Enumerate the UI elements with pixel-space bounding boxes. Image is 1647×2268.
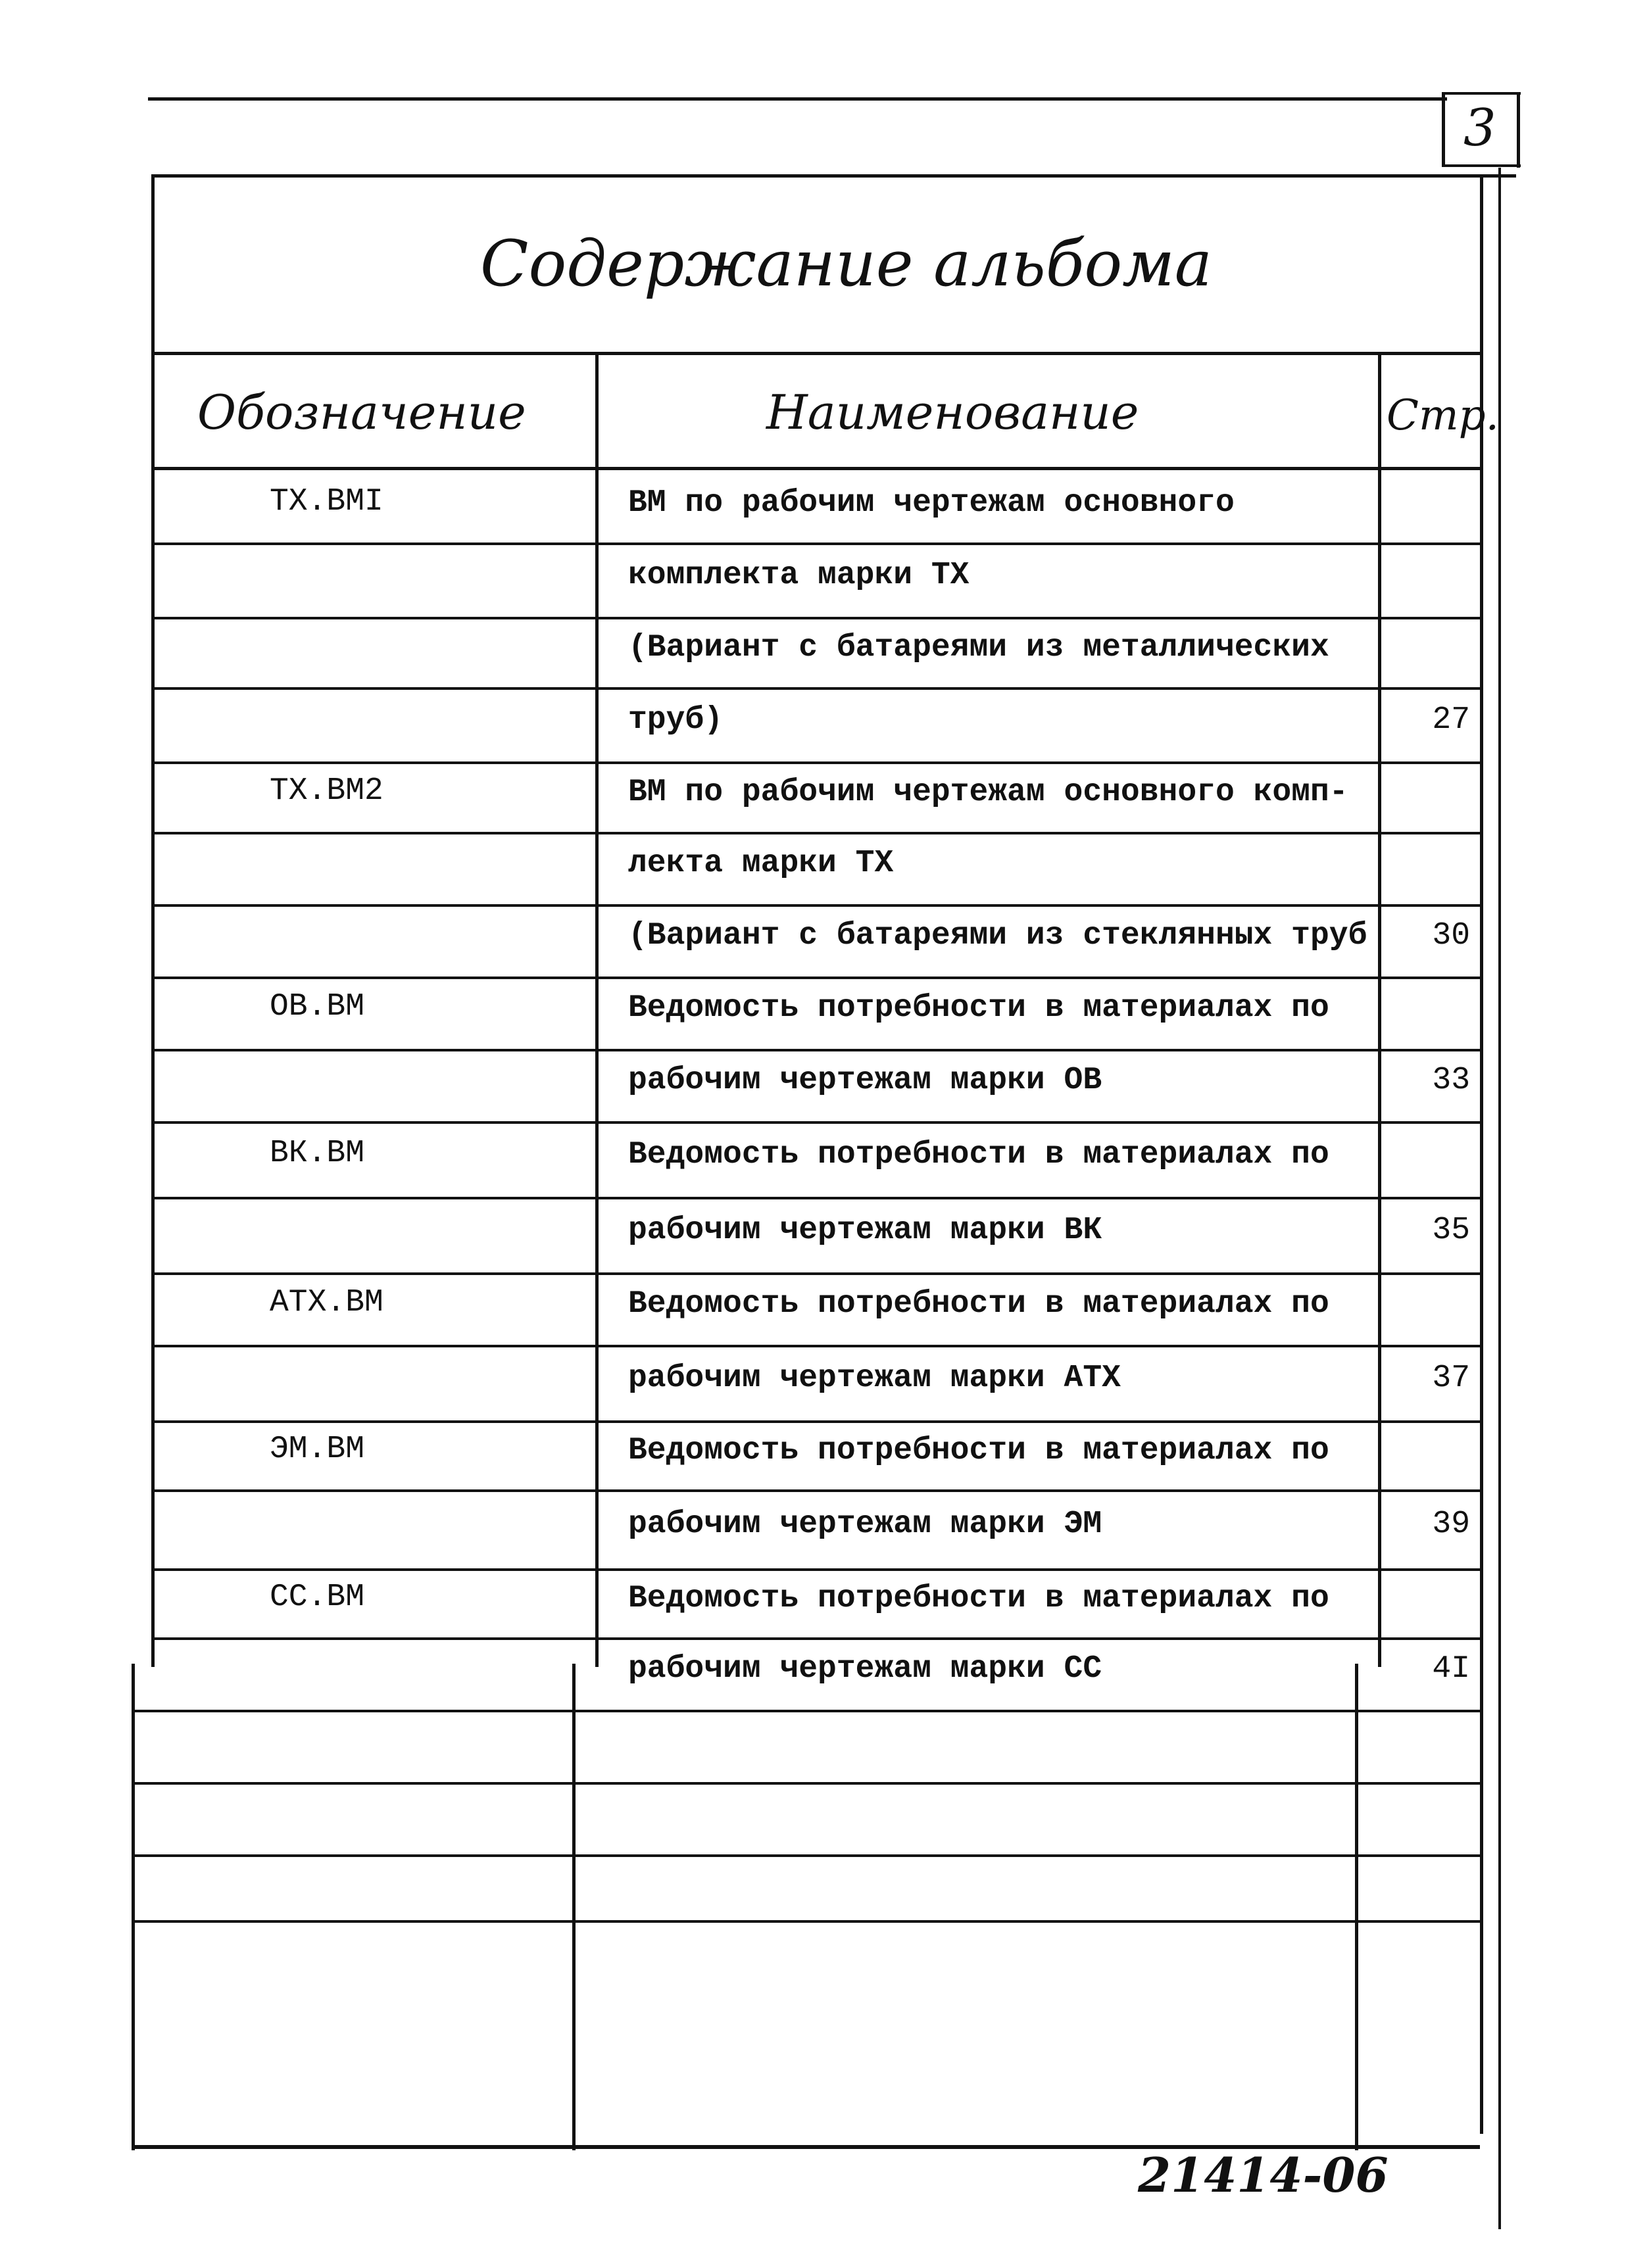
empty-row-divider: [132, 1710, 1480, 1712]
empty-row-divider: [132, 1920, 1480, 1923]
column-divider-2: [1378, 352, 1381, 1667]
row-code: ВК.ВМ: [270, 1135, 365, 1171]
table-lower-left-line: [132, 1664, 135, 2150]
row-text: труб): [628, 702, 724, 738]
row-text: Ведомость потребности в материалах по: [628, 1136, 1329, 1172]
row-divider: [151, 1637, 1483, 1640]
empty-row-divider: [132, 1854, 1480, 1857]
row-text: рабочим чертежам марки ОВ: [628, 1063, 1102, 1098]
row-text: Ведомость потребности в материалах по: [628, 1286, 1329, 1322]
page-box-top-line: [1442, 92, 1521, 95]
row-page: 30: [1432, 918, 1470, 953]
row-text: ВМ по рабочим чертежам основного: [628, 485, 1235, 521]
row-text: Ведомость потребности в материалах по: [628, 990, 1329, 1026]
binding-margin-line: [1498, 168, 1501, 2229]
row-code: ТХ.ВМ2: [270, 773, 383, 809]
row-page: 4I: [1432, 1651, 1470, 1687]
document-number: 21414-06: [1138, 2147, 1389, 2203]
row-divider: [151, 977, 1483, 979]
row-divider: [151, 832, 1483, 834]
header-name: Наименование: [766, 385, 1139, 440]
row-divider: [151, 1568, 1483, 1571]
top-border-line: [148, 97, 1447, 101]
title-left-line: [151, 174, 155, 355]
album-title: Содержание альбома: [480, 227, 1212, 301]
page-box-bottom-line: [1442, 164, 1521, 167]
row-code: ОВ.ВМ: [270, 989, 365, 1025]
row-text: Ведомость потребности в материалах по: [628, 1432, 1329, 1468]
header-top-line: [151, 352, 1483, 355]
row-divider: [151, 1489, 1483, 1492]
row-text: ВМ по рабочим чертежам основного комп-: [628, 774, 1348, 810]
table-left-line: [151, 352, 155, 1667]
row-divider: [151, 543, 1483, 545]
row-code: ЭМ.ВМ: [270, 1431, 365, 1467]
row-text: лекта марки ТХ: [628, 846, 894, 881]
row-divider: [151, 761, 1483, 764]
column-divider-1: [595, 352, 599, 1667]
frame-top-line: [151, 174, 1516, 178]
row-text: рабочим чертежам марки ЭМ: [628, 1507, 1102, 1542]
empty-row-divider: [132, 1782, 1480, 1785]
row-divider: [151, 1197, 1483, 1199]
row-text: (Вариант с батареями из стеклянных труб: [628, 918, 1367, 953]
row-code: АТХ.ВМ: [270, 1285, 383, 1320]
row-page: 35: [1432, 1212, 1470, 1248]
column-divider-1-lower: [572, 1664, 576, 2150]
row-page: 33: [1432, 1063, 1470, 1098]
page-box-left-line: [1442, 92, 1445, 166]
row-divider: [151, 687, 1483, 690]
row-text: (Вариант с батареями из металлических: [628, 629, 1329, 665]
row-text: рабочим чертежам марки АТХ: [628, 1360, 1121, 1396]
page-number: 3: [1463, 99, 1496, 158]
row-divider: [151, 1049, 1483, 1051]
row-text: Ведомость потребности в материалах по: [628, 1580, 1329, 1616]
row-code: ТХ.ВМI: [270, 483, 383, 519]
row-page: 37: [1432, 1360, 1470, 1396]
column-divider-2-lower: [1355, 1664, 1358, 2150]
page-box-right-line: [1517, 92, 1520, 168]
row-divider: [151, 1420, 1483, 1423]
row-text: комплекта марки ТХ: [628, 557, 970, 593]
row-divider: [151, 1272, 1483, 1275]
header-designation: Обозначение: [197, 385, 526, 440]
row-page: 39: [1432, 1507, 1470, 1542]
row-divider: [151, 1121, 1483, 1124]
header-bottom-line: [151, 467, 1483, 470]
row-code: СС.ВМ: [270, 1579, 365, 1615]
row-divider: [151, 617, 1483, 619]
row-page: 27: [1432, 702, 1470, 738]
row-divider: [151, 1345, 1483, 1347]
row-text: рабочим чертежам марки ВК: [628, 1212, 1102, 1248]
header-page: Стр.: [1387, 391, 1499, 440]
row-divider: [151, 904, 1483, 907]
row-text: рабочим чертежам марки СС: [628, 1651, 1102, 1687]
